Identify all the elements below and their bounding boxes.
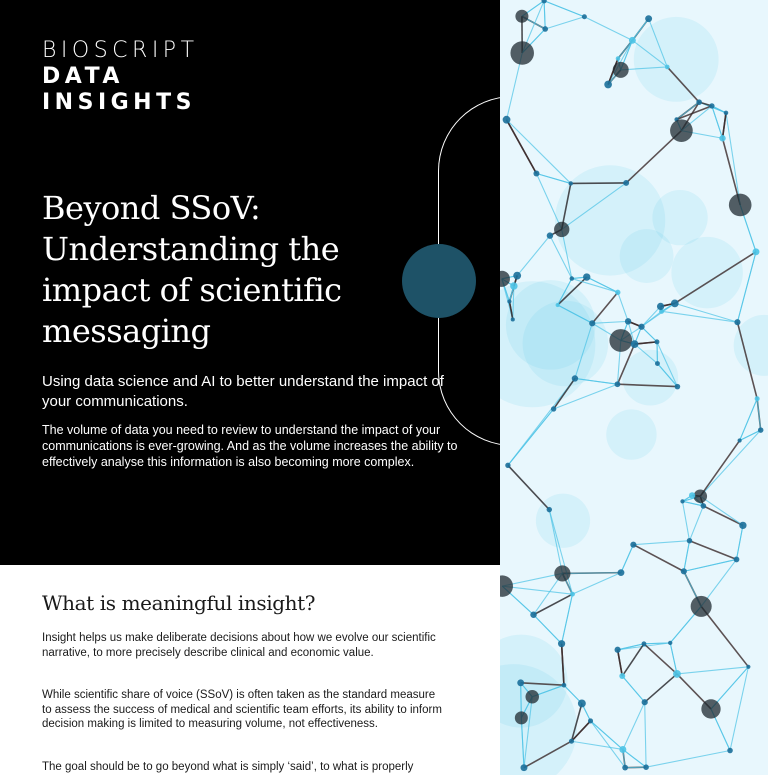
glow-patch bbox=[620, 229, 674, 283]
network-node bbox=[657, 303, 664, 310]
network-illustration bbox=[500, 0, 768, 775]
body-paragraph: While scientific share of voice (SSoV) is often taken as the standard measure to assess the success of medical and scientific team efforts, its ability to inform decision making is limited to measuring volume, not effectiveness. bbox=[42, 689, 442, 730]
network-edge bbox=[700, 430, 760, 496]
network-node bbox=[554, 565, 570, 581]
network-node bbox=[554, 222, 569, 237]
network-edge bbox=[644, 644, 677, 674]
network-node bbox=[562, 683, 567, 688]
network-edge bbox=[677, 102, 700, 119]
network-node bbox=[687, 538, 693, 544]
network-node bbox=[510, 41, 534, 65]
network-node bbox=[623, 180, 629, 186]
network-node bbox=[758, 427, 764, 433]
network-node bbox=[655, 339, 660, 344]
network-node bbox=[681, 568, 687, 574]
network-graphic bbox=[500, 0, 768, 775]
network-edge bbox=[689, 506, 703, 541]
network-edge bbox=[517, 236, 550, 276]
network-edge bbox=[591, 721, 626, 768]
network-node bbox=[739, 522, 746, 529]
brand-logo bbox=[42, 38, 199, 116]
body-paragraph: Insight helps us make deliberate decisions about how we evolve our scientific narrative, to more precisely describe clinical and economic value. bbox=[42, 632, 436, 659]
network-node bbox=[701, 503, 707, 509]
network-node bbox=[582, 14, 587, 19]
network-node bbox=[503, 116, 511, 124]
network-edge bbox=[623, 749, 646, 767]
network-edge bbox=[645, 702, 646, 767]
network-node bbox=[638, 324, 644, 330]
network-node bbox=[625, 318, 631, 324]
network-node bbox=[709, 103, 714, 108]
network-edge bbox=[562, 594, 573, 644]
network-node bbox=[517, 679, 524, 686]
network-node bbox=[645, 15, 652, 22]
network-node bbox=[572, 375, 578, 381]
network-edge bbox=[623, 702, 645, 749]
network-edge bbox=[633, 545, 683, 572]
network-node bbox=[515, 10, 528, 23]
network-edge bbox=[701, 606, 748, 666]
network-edge bbox=[662, 311, 738, 322]
network-node bbox=[622, 765, 628, 771]
network-node bbox=[615, 381, 621, 387]
network-node bbox=[530, 611, 537, 618]
network-edge bbox=[633, 541, 689, 545]
network-edge bbox=[545, 17, 584, 29]
network-node bbox=[689, 492, 695, 498]
brand-line-3: INSIGHTS bbox=[42, 90, 196, 115]
network-node bbox=[578, 700, 586, 708]
glow-patch bbox=[671, 237, 743, 309]
network-node bbox=[510, 282, 517, 289]
network-node bbox=[643, 764, 649, 770]
network-edge bbox=[622, 676, 644, 702]
network-edge bbox=[684, 541, 690, 572]
network-node bbox=[691, 596, 712, 617]
network-node bbox=[542, 26, 548, 32]
network-edge bbox=[618, 40, 632, 58]
network-node bbox=[533, 170, 539, 176]
network-node bbox=[615, 290, 620, 295]
network-node bbox=[588, 718, 593, 723]
network-node bbox=[631, 340, 639, 348]
network-edge bbox=[730, 667, 748, 751]
network-node bbox=[696, 99, 702, 105]
network-node bbox=[507, 299, 511, 303]
network-node bbox=[556, 303, 560, 307]
network-edge bbox=[677, 106, 712, 120]
glow-patch bbox=[634, 17, 719, 102]
hero-subtitle: Using data science and AI to better understand the impact of your communications. bbox=[42, 373, 444, 410]
network-node bbox=[511, 317, 515, 321]
hero-title: Beyond SSoV: Understanding the impact of scientific messaging bbox=[42, 189, 342, 350]
network-node bbox=[738, 438, 742, 442]
network-node bbox=[558, 640, 565, 647]
brand-line-2: DATA bbox=[42, 64, 124, 89]
network-node bbox=[668, 641, 672, 645]
network-node bbox=[604, 81, 612, 89]
network-node bbox=[729, 194, 752, 217]
network-edge bbox=[646, 750, 730, 767]
network-edge bbox=[621, 545, 633, 573]
body-paragraph: The goal should be to go beyond what is simply ‘said’, to what is properly bbox=[42, 761, 414, 773]
network-node bbox=[753, 248, 760, 255]
network-node bbox=[619, 673, 625, 679]
network-node bbox=[680, 499, 684, 503]
network-edge bbox=[618, 650, 623, 676]
network-node bbox=[629, 37, 636, 44]
network-edge bbox=[626, 131, 681, 183]
network-node bbox=[583, 273, 590, 280]
network-edge bbox=[544, 1, 545, 29]
network-edge bbox=[536, 174, 561, 230]
network-node bbox=[655, 361, 660, 366]
network-node bbox=[630, 542, 636, 548]
network-edge bbox=[642, 327, 657, 342]
network-edge bbox=[584, 17, 632, 41]
network-node bbox=[642, 641, 647, 646]
network-edge bbox=[689, 541, 736, 560]
accent-dot bbox=[402, 244, 476, 318]
glow-patch bbox=[606, 409, 656, 459]
network-node bbox=[719, 135, 725, 141]
network-node bbox=[727, 748, 733, 754]
network-edge bbox=[572, 573, 621, 595]
network-edge bbox=[508, 465, 549, 509]
network-node bbox=[615, 647, 621, 653]
network-edge bbox=[736, 525, 742, 559]
network-node bbox=[570, 592, 575, 597]
hero-intro: The volume of data you need to review to understand the impact of your communications is ever-growing. And as the volume increases the ability to effectively analyse this information is also becoming more complex. bbox=[42, 423, 458, 469]
network-edge bbox=[571, 183, 626, 184]
network-edge bbox=[618, 292, 628, 321]
network-node bbox=[701, 699, 720, 718]
network-node bbox=[569, 181, 573, 185]
network-edge bbox=[677, 667, 748, 674]
network-node bbox=[551, 406, 556, 411]
network-node bbox=[746, 665, 750, 669]
network-node bbox=[589, 320, 595, 326]
network-node bbox=[734, 557, 740, 563]
network-node bbox=[547, 507, 552, 512]
network-node bbox=[570, 276, 575, 281]
network-node bbox=[642, 699, 648, 705]
section-heading: What is meaningful insight? bbox=[42, 591, 316, 615]
network-node bbox=[525, 690, 538, 703]
network-edge bbox=[723, 113, 726, 138]
glow-patch bbox=[536, 494, 590, 548]
network-node bbox=[724, 111, 729, 116]
network-node bbox=[500, 271, 510, 287]
network-node bbox=[619, 746, 626, 753]
network-node bbox=[673, 670, 681, 678]
network-node bbox=[694, 489, 708, 503]
network-edge bbox=[507, 120, 537, 174]
network-edge bbox=[642, 306, 661, 326]
network-node bbox=[734, 319, 740, 325]
network-edge bbox=[703, 506, 743, 525]
network-node bbox=[569, 739, 574, 744]
network-node bbox=[616, 56, 621, 61]
network-node bbox=[521, 764, 528, 771]
network-node bbox=[670, 119, 693, 142]
network-node bbox=[755, 396, 760, 401]
network-node bbox=[515, 711, 528, 724]
network-edge bbox=[592, 292, 618, 323]
network-node bbox=[665, 65, 670, 70]
network-node bbox=[505, 463, 510, 468]
network-node bbox=[613, 62, 629, 78]
network-edge bbox=[740, 399, 758, 441]
network-edge bbox=[534, 594, 573, 615]
network-node bbox=[675, 384, 681, 390]
network-edge bbox=[757, 399, 761, 430]
network-node bbox=[547, 232, 553, 238]
network-edge bbox=[700, 496, 743, 525]
network-edge bbox=[682, 501, 689, 540]
network-node bbox=[541, 0, 546, 3]
network-edge bbox=[508, 409, 554, 465]
network-node bbox=[609, 329, 632, 352]
network-node bbox=[618, 569, 625, 576]
network-node bbox=[513, 272, 521, 280]
brand-line-1: BIOSCRIPT bbox=[42, 38, 199, 63]
network-edge bbox=[544, 1, 584, 17]
network-edge bbox=[645, 674, 677, 702]
network-edge bbox=[700, 441, 739, 497]
network-node bbox=[671, 300, 679, 308]
